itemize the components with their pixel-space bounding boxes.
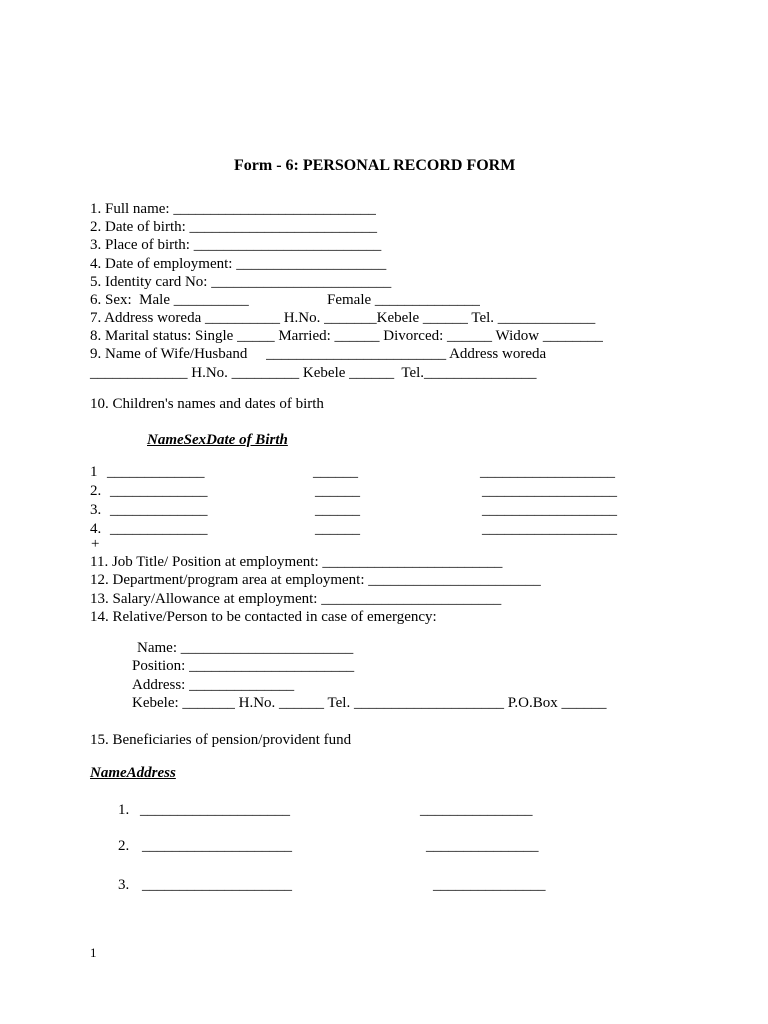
field-spouse-name: 9. Name of Wife/Husband ________________________ Address woreda	[90, 346, 547, 362]
beneficiary-row-num: 3.	[118, 877, 130, 893]
field-emergency-heading: 14. Relative/Person to be contacted in case of emergency:	[90, 609, 437, 625]
beneficiary-row-address: _______________	[426, 838, 539, 854]
children-extra-mark: +	[91, 536, 100, 552]
beneficiary-row-name: ____________________	[140, 802, 290, 818]
child-row-num: 2.	[90, 483, 102, 499]
beneficiary-row-num: 1.	[118, 802, 130, 818]
child-row-sex: ______	[315, 483, 360, 499]
child-row-dob: __________________	[482, 521, 617, 537]
child-row-dob: __________________	[480, 464, 615, 480]
field-department: 12. Department/program area at employment: _______________________	[90, 572, 541, 588]
child-row-name: _____________	[110, 521, 208, 537]
emergency-address: Address: ______________	[132, 677, 295, 693]
child-row-sex: ______	[315, 502, 360, 518]
field-spouse-address: _____________ H.No. _________ Kebele ______ Tel._______________	[90, 365, 537, 381]
children-table-header: NameSexDate of Birth	[147, 432, 288, 448]
child-row-sex: ______	[313, 464, 358, 480]
beneficiary-row-name: ____________________	[142, 838, 292, 854]
child-row-dob: __________________	[482, 483, 617, 499]
field-beneficiaries-heading: 15. Beneficiaries of pension/provident fund	[90, 732, 352, 748]
child-row-name: _____________	[110, 483, 208, 499]
beneficiary-row-address: _______________	[433, 877, 546, 893]
beneficiary-row-name: ____________________	[142, 877, 292, 893]
child-row-dob: __________________	[482, 502, 617, 518]
page-number: 1	[90, 945, 97, 960]
field-full-name: 1. Full name: ___________________________	[90, 201, 376, 217]
field-place-of-birth: 3. Place of birth: _________________________	[90, 237, 382, 253]
field-date-of-birth: 2. Date of birth: _________________________	[90, 219, 378, 235]
field-identity-card: 5. Identity card No: ________________________	[90, 274, 392, 290]
child-row-num: 3.	[90, 502, 102, 518]
field-marital-status: 8. Marital status: Single _____ Married: ______ Divorced: ______ Widow ________	[90, 328, 603, 344]
beneficiaries-header: NameAddress	[90, 765, 176, 781]
field-sex-female: Female ______________	[327, 292, 480, 308]
field-sex-male: 6. Sex: Male __________	[90, 292, 249, 308]
emergency-kebele: Kebele: _______ H.No. ______ Tel. ____________________ P.O.Box ______	[132, 695, 607, 711]
beneficiary-row-num: 2.	[118, 838, 130, 854]
field-children-heading: 10. Children's names and dates of birth	[90, 396, 324, 412]
field-address: 7. Address woreda __________ H.No. _______Kebele ______ Tel. _____________	[90, 310, 596, 326]
field-date-of-employment: 4. Date of employment: ____________________	[90, 256, 387, 272]
emergency-name: Name: _______________________	[137, 640, 354, 656]
child-row-num: 1	[90, 464, 98, 480]
field-salary: 13. Salary/Allowance at employment: ________________________	[90, 591, 502, 607]
beneficiary-row-address: _______________	[420, 802, 533, 818]
child-row-num: 4.	[90, 521, 102, 537]
form-title: Form - 6: PERSONAL RECORD FORM	[234, 157, 516, 174]
field-job-title: 11. Job Title/ Position at employment: ________________________	[90, 554, 503, 570]
emergency-position: Position: ______________________	[132, 658, 355, 674]
child-row-name: _____________	[107, 464, 205, 480]
child-row-name: _____________	[110, 502, 208, 518]
child-row-sex: ______	[315, 521, 360, 537]
